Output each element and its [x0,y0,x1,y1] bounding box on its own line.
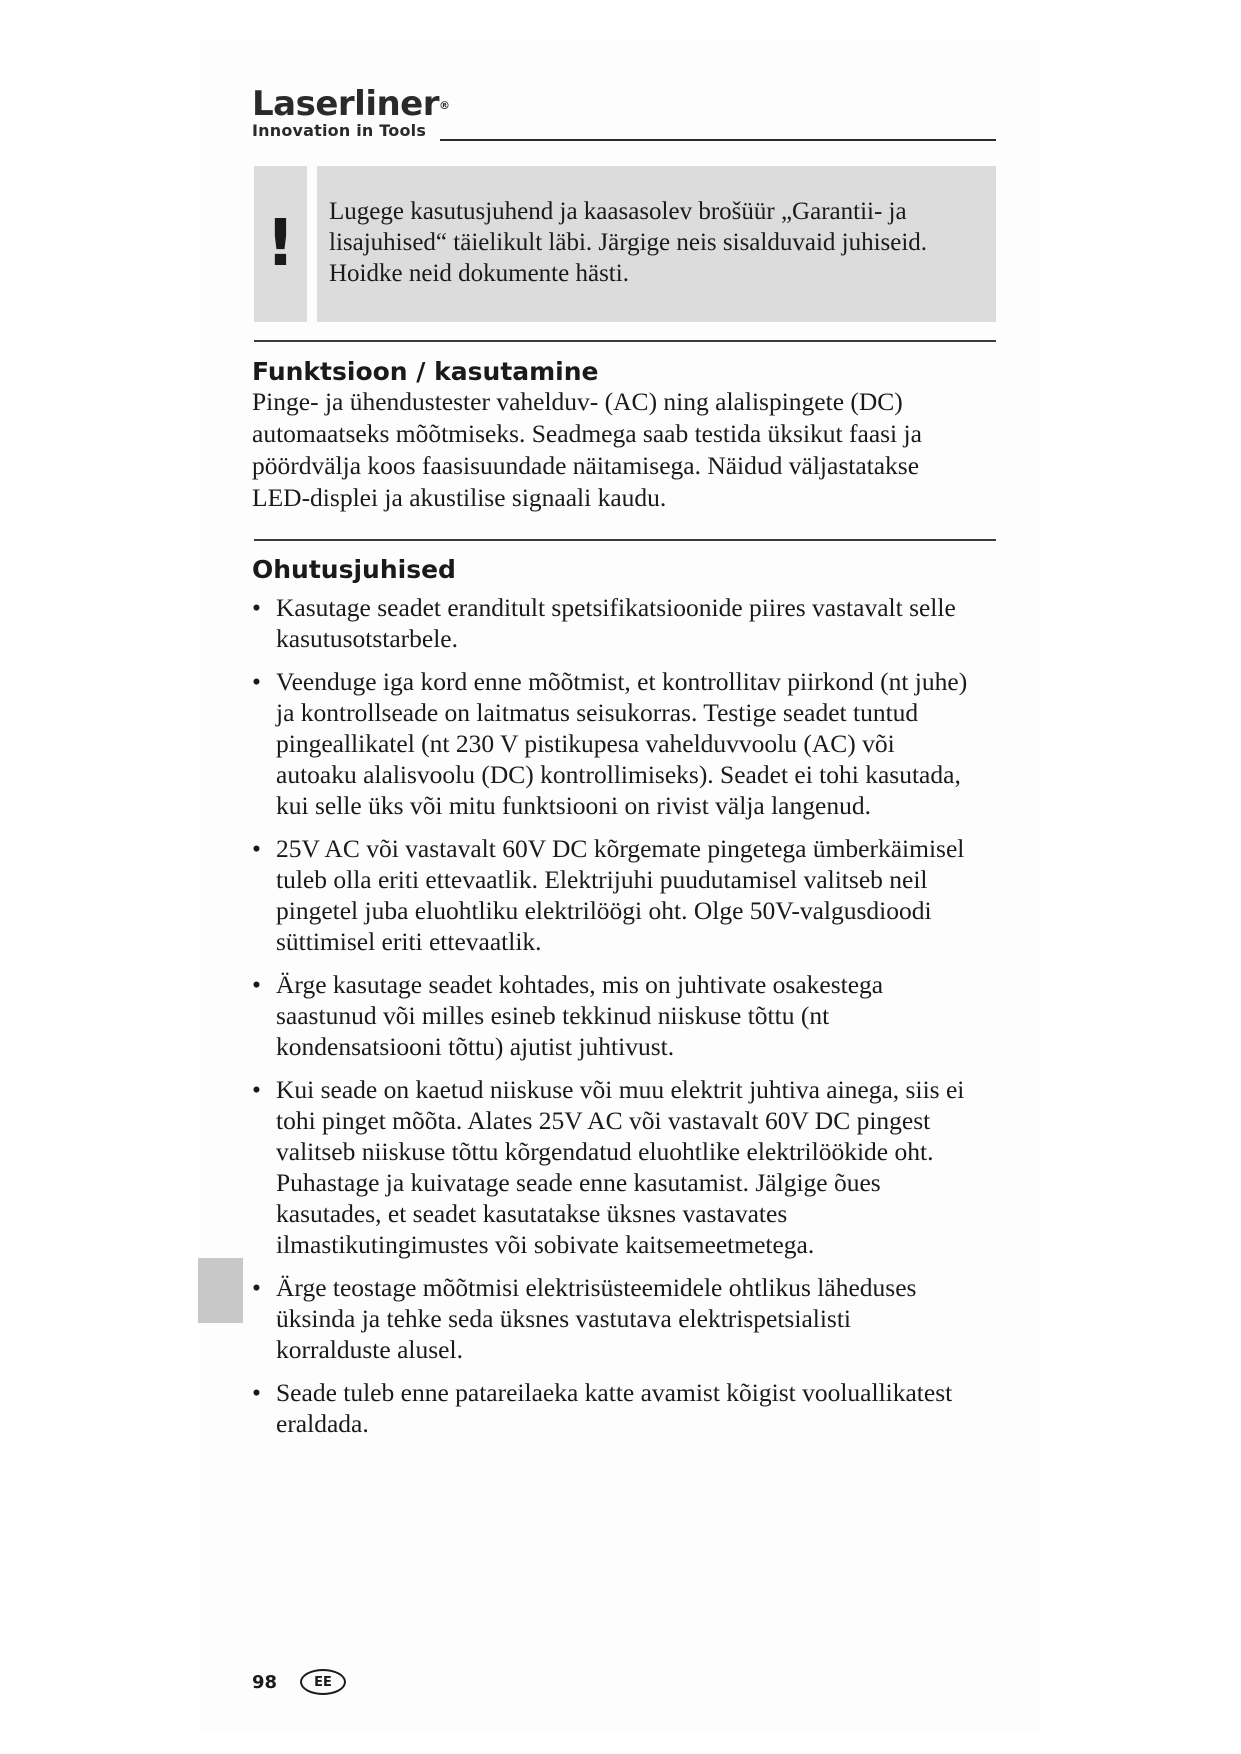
list-item [252,1377,972,1439]
safety-list [252,592,972,1451]
safety-heading: Ohutusjuhised [252,555,456,584]
list-item-text: Kui seade on kaetud niiskuse või muu elektrit juhtiva ainega, siis ei tohi pinget mõõta. Alates 25V AC või vastavalt 60V DC pingest valitseb niiskuse tõttu kõrgendatud eluohtlike elektrilöökide oht. Puhastage ja kuivatage seade enne kasutamist. Jälgige õues kasutades, et seadet kasutatakse üksnes vastavates ilmastikutingimustes või sobivate kaitsemeetmetega. [276,1075,965,1259]
list-item [252,666,972,821]
bullet-icon: • [252,834,261,863]
list-item [252,1272,972,1365]
brand-logo [252,86,450,140]
warning-icon: ! [254,166,307,322]
list-item-text: Veenduge iga kord enne mõõtmist, et kontrollitav piirkond (nt juhe) ja kontrollseade on laitmatus seisukorras. Testige seadet tuntud pingeallikatel (nt 230 V pistikupesa vahelduvvoolu (AC) või autoaku alalisvoolu (DC) kontrollimiseks). Seadet ei tohi kasutada, kui selle üks või mitu funktsiooni on rivist välja langenud. [276,667,968,820]
list-item-text: Seade tuleb enne patareilaeka katte avamist kõigist vooluallikatest eraldada. [276,1378,953,1438]
list-item-text: Ärge kasutage seadet kohtades, mis on juhtivate osakestega saastunud või milles esineb tekkinud niiskuse tõttu (nt kondensatsiooni tõttu) ajutist juhtivust. [276,970,884,1061]
function-body: Pinge- ja ühendustester vahelduv- (AC) ning alalispingete (DC) automaatseks mõõtmiseks. Seadmega saab testida üksikut faasi ja pöördvälja koos faasisuundade näitamisega. Näidud väljastatakse LED-displei ja akustilise signaali kaudu. [252,387,922,512]
notice-text: Lugege kasutusjuhend ja kaasasolev brošüür „Garantii- ja lisajuhised“ täielikult läbi. Järgige neis sisalduvaid juhiseid. Hoidke neid dokumente hästi. [329,198,928,287]
chapter-tab-marker [198,1258,243,1323]
notice-box [317,166,996,322]
bullet-icon: • [252,970,261,999]
function-heading: Funktsioon / kasutamine [252,357,599,386]
list-item [252,969,972,1062]
brand-tagline: Innovation in Tools [252,121,427,140]
list-item-text: Kasutage seadet eranditult spetsifikatsioonide piires vastavalt selle kasutusotstarbele. [276,593,956,653]
registered-mark: ® [439,99,450,112]
list-item [252,592,972,654]
list-item [252,1074,972,1260]
header-rule [440,139,996,141]
list-item-text: 25V AC või vastavalt 60V DC kõrgemate pingetega ümberkäimisel tuleb olla eriti ettevaatlik. Elektrijuhi puudutamisel valitseb neil pingetel juba eluohtliku elektrilöögi oht. Olge 50V-valgusdioodi süttimisel eriti ettevaatlik. [276,834,965,956]
bullet-icon: • [252,1075,261,1104]
bullet-icon: • [252,1273,261,1302]
bullet-icon: • [252,667,261,696]
brand-name: Laserliner® [252,84,450,124]
page-number: 98 [252,1672,278,1693]
section-divider [254,539,996,541]
bullet-icon: • [252,1378,261,1407]
country-code-badge: EE [300,1669,346,1695]
bullet-icon: • [252,593,261,622]
list-item-text: Ärge teostage mõõtmisi elektrisüsteemidele ohtlikus läheduses üksinda ja tehke seda üksnes vastutava elektrispetsialisti korralduste alusel. [276,1273,917,1364]
list-item [252,833,972,957]
section-divider [254,340,996,342]
